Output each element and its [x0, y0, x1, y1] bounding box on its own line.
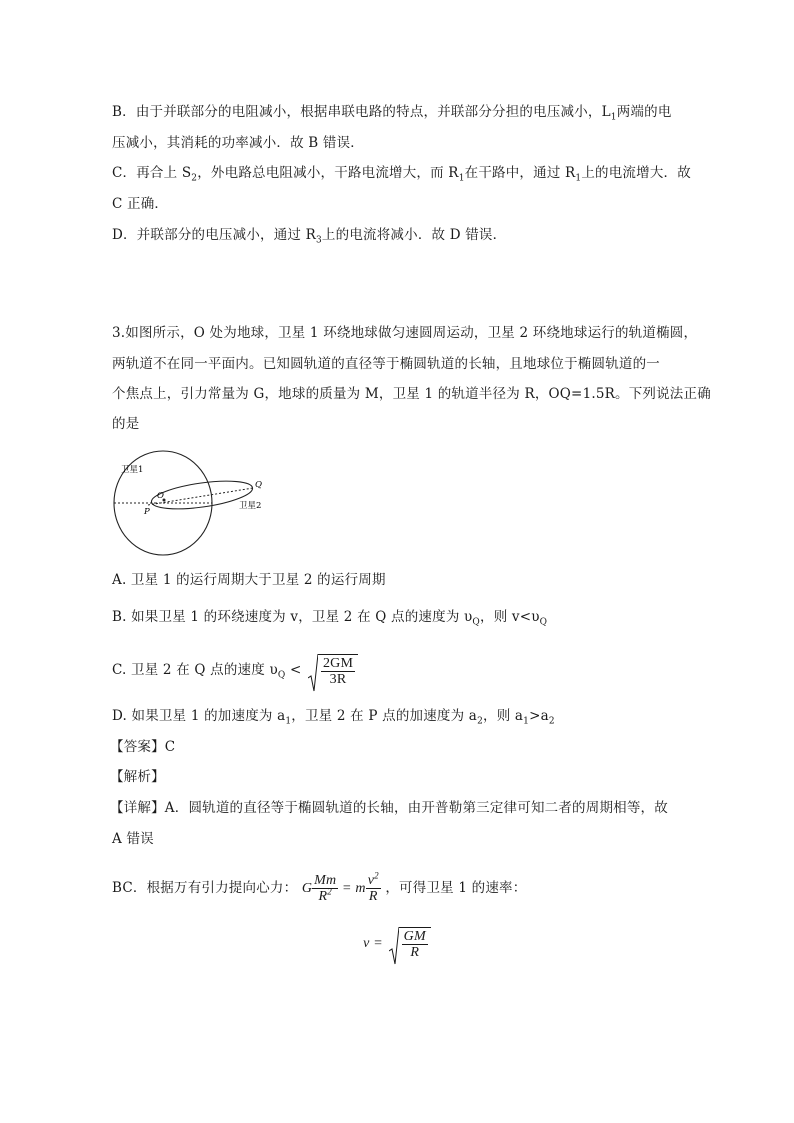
- text: 两端的电: [616, 104, 672, 120]
- fraction: [402, 929, 428, 960]
- radical-icon: [308, 654, 318, 692]
- text: 两轨道不在同一平面内。已知圆轨道的直径等于椭圆轨道的长轴，且地球位于椭圆轨道的一: [112, 356, 660, 372]
- text: C．再合上 S: [112, 165, 192, 181]
- subscript: 3: [315, 235, 322, 246]
- explanation-b-line-2: [112, 133, 364, 153]
- less-than: <: [289, 662, 302, 678]
- answer-line: [110, 737, 175, 757]
- text: B. 如果卫星 1 的环绕速度为 v，卫星 2 在 Q 点的速度为 υ: [112, 609, 473, 625]
- explanation-d-line: [112, 225, 506, 245]
- text: R: [318, 889, 328, 904]
- fraction-v2-r: [366, 870, 381, 904]
- text: A 错误: [112, 831, 154, 847]
- orbit-figure: [112, 448, 312, 558]
- superscript: 2: [327, 886, 332, 897]
- label-satellite-2: 卫星2: [239, 501, 262, 511]
- label-satellite-1: 卫星1: [121, 465, 144, 475]
- text: ，可得卫星 1 的速率：: [385, 880, 527, 896]
- text: BC．根据万有引力提向心力：: [112, 880, 298, 896]
- equals-sign: =: [374, 936, 383, 951]
- radicand: [399, 927, 431, 960]
- denominator: [316, 886, 333, 904]
- symbol-m: m: [355, 881, 366, 896]
- text: A. 卫星 1 的运行周期大于卫星 2 的运行周期: [112, 572, 386, 588]
- fraction: [321, 656, 355, 687]
- bc-equation-line: [112, 872, 526, 905]
- text: 个焦点上，引力常量为 G，地球的质量为 M，卫星 1 的轨道半径为 R，OQ=1.5R。下列说法正确: [112, 386, 711, 402]
- numerator: [366, 870, 381, 889]
- text: v: [367, 873, 375, 888]
- text: 在干路中，通过 R: [464, 165, 576, 181]
- analysis-heading: [110, 767, 165, 787]
- label-p: P: [144, 507, 150, 517]
- label-q: Q: [255, 480, 262, 490]
- text: 上的电流将减小．故 D 错误．: [321, 227, 507, 243]
- subscript: 1: [458, 173, 465, 184]
- radical-icon: [389, 927, 399, 965]
- text: ，则 v<υ: [480, 609, 540, 625]
- question-3-line-4: [112, 414, 139, 434]
- subscript: 2: [191, 173, 198, 184]
- denominator: 3R: [329, 672, 347, 687]
- subscript: 2: [477, 716, 483, 727]
- subscript: 1: [575, 173, 582, 184]
- superscript: 2: [374, 870, 379, 881]
- text: C 正确．: [112, 196, 169, 212]
- radicand: [318, 654, 358, 687]
- text: ，卫星 2 在 P 点的加速度为 a: [291, 708, 478, 724]
- text: 压减小，其消耗的功率减小．故 B 错误．: [112, 135, 365, 151]
- fraction-mm-r2: [312, 873, 338, 904]
- subscript: Q: [539, 617, 548, 628]
- text: 3.如图所示，O 处为地球，卫星 1 环绕地球做匀速圆周运动，卫星 2 环绕地球运行的轨道椭圆，: [112, 325, 698, 341]
- radical-sign: [389, 927, 399, 960]
- symbol-g: G: [301, 881, 313, 896]
- subscript: 1: [610, 112, 617, 123]
- question-3-line-3: [112, 384, 711, 404]
- subscript: Q: [472, 617, 481, 628]
- option-c: [112, 654, 358, 687]
- explanation-c-line-1: [112, 163, 691, 183]
- subscript: 2: [548, 716, 555, 727]
- text: ，则 a: [483, 708, 524, 724]
- option-d: [112, 706, 555, 726]
- detail-line-1: [110, 798, 668, 818]
- subscript: 1: [523, 716, 530, 727]
- subscript: 1: [285, 716, 292, 727]
- text: D．并联部分的电压减小，通过 R: [112, 227, 316, 243]
- question-3-line-1: [112, 323, 697, 343]
- numerator: Mm: [314, 873, 337, 888]
- option-b: [112, 607, 547, 627]
- text: 的是: [112, 416, 140, 432]
- text: B．由于并联部分的电阻减小，根据串联电路的特点，并联部分分担的电压减小，L: [112, 104, 611, 120]
- velocity-formula: [0, 927, 794, 960]
- text: C. 卫星 2 在 Q 点的速度 υ: [112, 662, 278, 678]
- text: D. 如果卫星 1 的加速度为 a: [112, 708, 286, 724]
- equals-sign: =: [342, 881, 351, 896]
- symbol-v: v: [363, 936, 370, 951]
- option-a: [112, 570, 386, 590]
- radical-sign: [308, 654, 318, 687]
- detail-line-2: [112, 829, 154, 849]
- label-o: O: [157, 491, 164, 501]
- text: ，外电路总电阻减小，干路电流增大，而 R: [197, 165, 459, 181]
- explanation-b-line-1: [112, 102, 672, 122]
- subscript: Q: [277, 670, 286, 681]
- denominator: R: [368, 889, 378, 904]
- denominator: R: [410, 945, 420, 960]
- sqrt-2gm-over-3r: [308, 654, 358, 687]
- sqrt-gm-over-r: [389, 927, 431, 960]
- text: 【答案】C: [110, 739, 176, 755]
- numerator: GM: [403, 929, 426, 944]
- question-3-line-2: [112, 354, 660, 374]
- text: 【详解】A．圆轨道的直径等于椭圆轨道的长轴，由开普勒第三定律可知二者的周期相等，故: [110, 800, 668, 816]
- text: 【解析】: [110, 769, 165, 785]
- text: >a: [529, 708, 549, 724]
- explanation-c-line-2: [112, 194, 168, 214]
- text: 上的电流增大．故: [581, 165, 691, 181]
- numerator: 2GM: [322, 656, 354, 671]
